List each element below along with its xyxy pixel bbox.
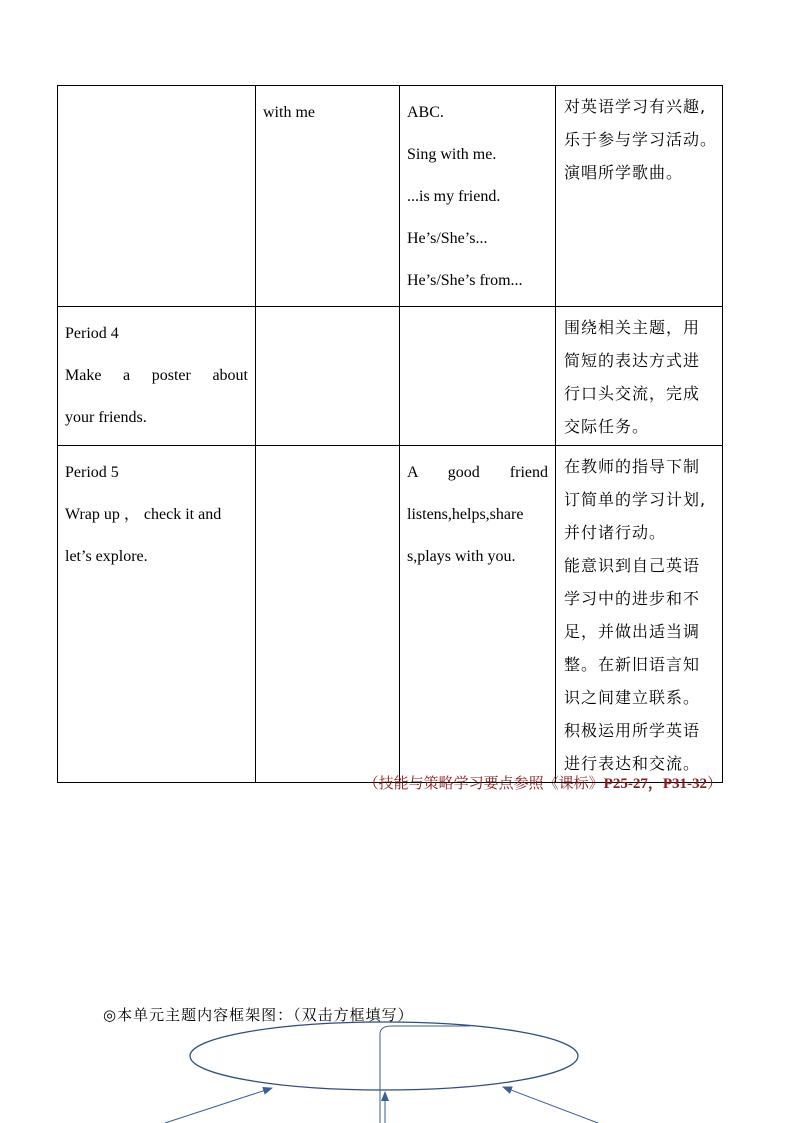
framework-diagram [0, 1020, 794, 1123]
activity-cell [256, 307, 400, 446]
arrow-right [503, 1087, 598, 1123]
goal-line: 简短的表达方式进 [564, 351, 701, 370]
period-title: Period 5 [65, 464, 119, 481]
goals-cell [556, 446, 723, 783]
period-line: Make a poster about [65, 367, 248, 384]
activity-line: with me [263, 104, 315, 121]
period-cell [58, 307, 256, 446]
goal-line: 演唱所学歌曲。 [564, 163, 684, 182]
language-line: He’s/She’s from... [407, 272, 523, 289]
goal-line: 订简单的学习计划, [564, 490, 707, 509]
goal-line: 识之间建立联系。 [564, 688, 701, 707]
central-topic-oval[interactable] [190, 1022, 578, 1090]
period-cell [58, 446, 256, 783]
language-line: He’s/She’s... [407, 230, 488, 247]
period-title: Period 4 [65, 325, 119, 342]
goal-line: 能意识到自己英语 [564, 556, 701, 575]
goals-cell [556, 307, 723, 446]
table-row [58, 307, 723, 446]
top-connector-line [380, 1026, 470, 1123]
goal-line: 乐于参与学习活动。 [564, 130, 718, 149]
teaching-plan-table [57, 85, 723, 783]
activity-cell [256, 446, 400, 783]
period-cell [58, 86, 256, 307]
language-line: s,plays with you. [407, 548, 516, 565]
period-line: your friends. [65, 409, 147, 426]
language-cell [400, 307, 556, 446]
activity-cell [256, 86, 400, 307]
period-line: Wrap up ， check it and [65, 506, 222, 523]
language-line: A good friend [407, 464, 548, 481]
curriculum-reference-note [290, 772, 722, 793]
framework-title: ◎本单元主题内容框架图：（双击方框填写） [103, 1006, 414, 1024]
table-row [58, 86, 723, 307]
table-row [58, 446, 723, 783]
goal-line: 足，并做出适当调 [564, 622, 701, 641]
language-cell [400, 446, 556, 783]
language-line: ...is my friend. [407, 188, 501, 205]
language-cell [400, 86, 556, 307]
goals-cell [556, 86, 723, 307]
goal-line: 积极运用所学英语 [564, 721, 701, 740]
goal-line: 对英语学习有兴趣, [564, 97, 707, 116]
goal-line: 交际任务。 [564, 417, 650, 436]
language-line: ABC. [407, 104, 444, 121]
goal-line: 整。在新旧语言知 [564, 655, 701, 674]
reference-pages: P25-27，P31-32 [603, 776, 707, 792]
reference-close: ） [706, 774, 722, 792]
arrow-left [165, 1088, 272, 1123]
period-line: let’s explore. [65, 548, 148, 565]
goal-line: 并付诸行动。 [564, 523, 667, 542]
goal-line: 在教师的指导下制 [564, 457, 701, 476]
goal-line: 行口头交流，完成 [564, 384, 701, 403]
goal-line: 学习中的进步和不 [564, 589, 701, 608]
goal-line: 进行表达和交流。 [564, 754, 701, 773]
language-line: Sing with me. [407, 146, 497, 163]
reference-open: （技能与策略学习要点参照《课标》 [363, 774, 604, 792]
language-line: listens,helps,share [407, 506, 524, 523]
goal-line: 围绕相关主题，用 [564, 318, 701, 337]
